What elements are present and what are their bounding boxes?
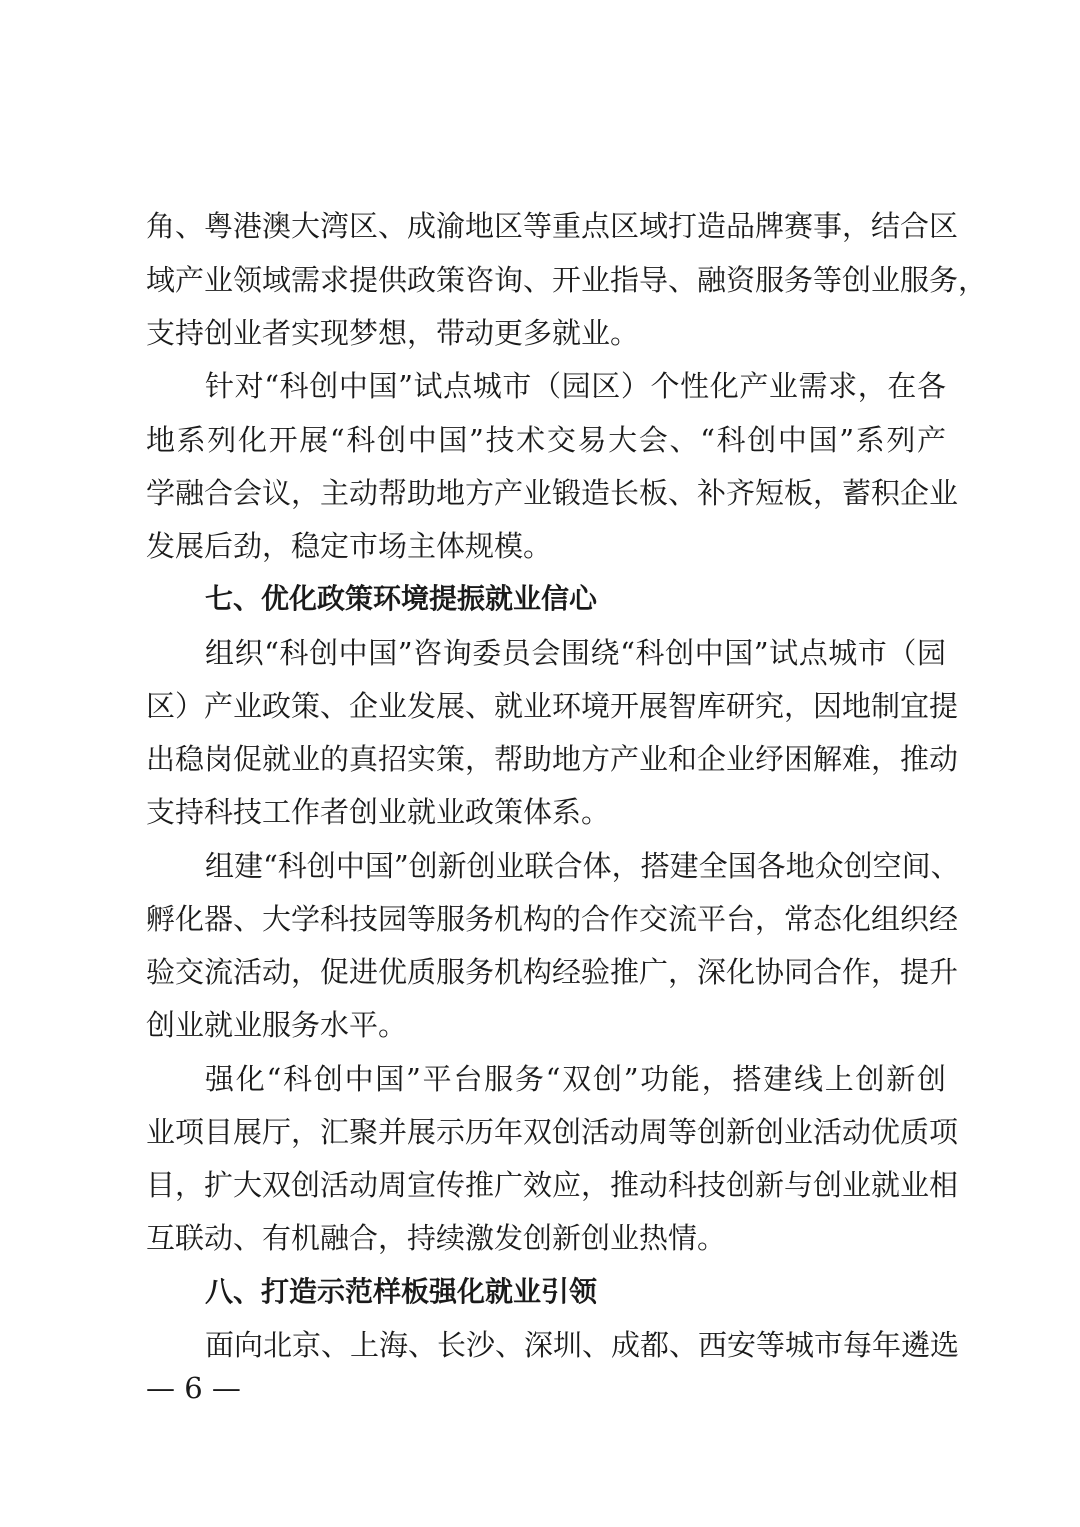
body-line: 出稳岗促就业的真招实策，帮助地方产业和企业纾困解难，推动 <box>146 742 959 776</box>
body-line: 支持科技工作者创业就业政策体系。 <box>146 795 611 829</box>
body-line: 验交流活动，促进优质服务机构经验推广，深化协同合作，提升 <box>146 955 959 989</box>
body-line: 学融合会议，主动帮助地方产业锻造长板、补齐短板，蓄积企业 <box>146 476 959 510</box>
body-line: 域产业领域需求提供政策咨询、开业指导、融资服务等创业服务， <box>146 263 988 297</box>
body-line: 互联动、有机融合，持续激发创新创业热情。 <box>146 1221 727 1255</box>
paragraph-first-line: 组织“科创中国”咨询委员会围绕“科创中国”试点城市（园 <box>205 636 946 670</box>
body-line: 角、粤港澳大湾区、成渝地区等重点区域打造品牌赛事，结合区 <box>146 209 959 243</box>
body-line: 目，扩大双创活动周宣传推广效应，推动科技创新与创业就业相 <box>146 1168 959 1202</box>
body-line: 支持创业者实现梦想，带动更多就业。 <box>146 316 640 350</box>
paragraph-first-line: 针对“科创中国”试点城市（园区）个性化产业需求，在各 <box>205 369 946 403</box>
paragraph-first-line: 组建“科创中国”创新创业联合体，搭建全国各地众创空间、 <box>205 849 960 883</box>
body-line: 区）产业政策、企业发展、就业环境开展智库研究，因地制宜提 <box>146 689 959 723</box>
section-heading-8: 八、打造示范样板强化就业引领 <box>205 1275 598 1308</box>
paragraph-first-line: 强化“科创中国”平台服务“双创”功能，搭建线上创新创 <box>205 1062 946 1096</box>
paragraph-first-line: 面向北京、上海、长沙、深圳、成都、西安等城市每年遴选 <box>205 1328 960 1362</box>
body-line: 地系列化开展“科创中国”技术交易大会、“科创中国”系列产 <box>146 423 946 457</box>
body-line: 创业就业服务水平。 <box>146 1008 408 1042</box>
body-line: 业项目展厅，汇聚并展示历年双创活动周等创新创业活动优质项 <box>146 1115 959 1149</box>
page-number: — 6 — <box>146 1371 241 1405</box>
body-line: 发展后劲，稳定市场主体规模。 <box>146 529 553 563</box>
body-line: 孵化器、大学科技园等服务机构的合作交流平台，常态化组织经 <box>146 902 959 936</box>
section-heading-7: 七、优化政策环境提振就业信心 <box>205 582 598 615</box>
